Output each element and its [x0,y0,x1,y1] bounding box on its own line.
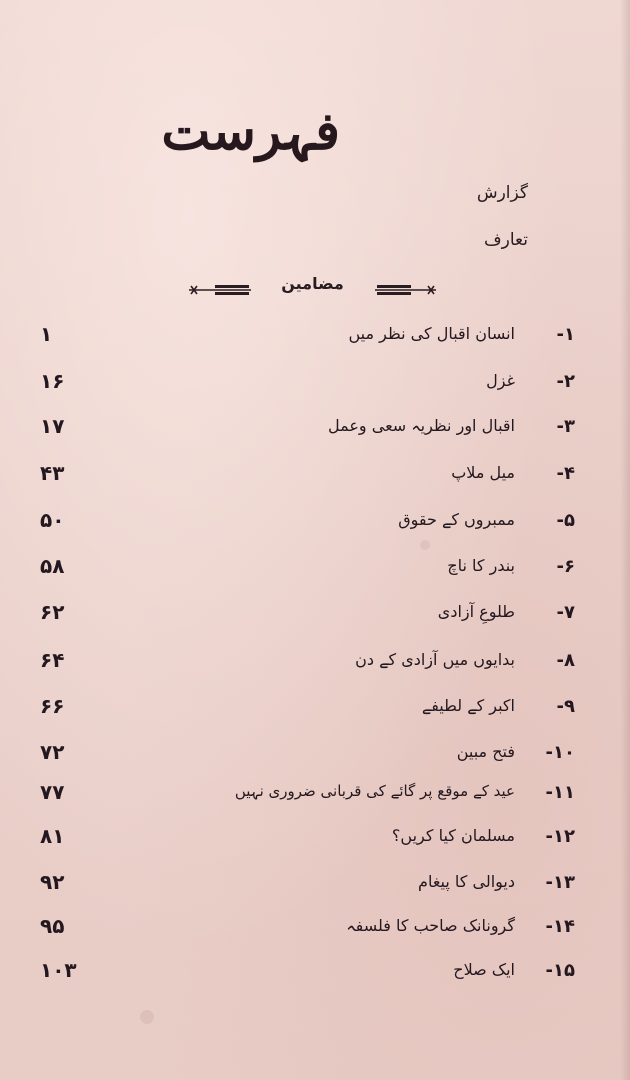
toc-row [40,820,575,856]
intro-item-guzarish: گزارش [476,183,528,203]
page-edge-shadow [620,0,630,1080]
toc-title: اقبال اور نظریہ سعی وعمل [328,416,515,435]
toc-page-number: ۴۳ [40,461,65,485]
toc-title: دیوالی کا پیغام [418,872,515,891]
toc-row [40,504,575,540]
toc-row [40,910,575,946]
toc-number: ۳- [556,416,575,437]
toc-row [40,866,575,902]
page-title: فہرست [161,101,340,162]
toc-number: ۱۵- [545,960,575,981]
toc-page-number: ۱۰۳ [40,958,77,982]
toc-row [40,457,575,493]
toc-row [40,736,575,772]
toc-page-number: ۵۰ [40,508,65,532]
toc-page-number: ۷۲ [40,740,65,764]
toc-number: ۸- [556,650,575,671]
toc-page-number: ۶۶ [40,694,65,718]
toc-page-number: ۸۱ [40,824,65,848]
toc-row [40,596,575,632]
toc-title: بدایوں میں آزادی کے دن [355,650,515,669]
toc-title: اکبر کے لطیفے [421,696,515,715]
toc-number: ۱۰- [545,742,575,763]
toc-row [40,318,575,354]
toc-title: بندر کا ناچ [447,556,515,575]
toc-page-number: ۶۴ [40,648,65,672]
toc-title: عید کے موقع پر گائے کی قربانی ضروری نہیں [234,782,515,800]
toc-page-number: ۵۸ [40,554,65,578]
toc-title: مسلمان کیا کریں؟ [391,826,515,845]
toc-page-number: ۶۲ [40,600,65,624]
toc-row [40,410,575,446]
section-heading-label: مضامین [281,274,344,293]
toc-row [40,550,575,586]
toc-title: گرونانک صاحب کا فلسفہ [346,916,515,935]
toc-number: ۶- [556,556,575,577]
paper-spot [420,540,430,550]
toc-row [40,365,575,401]
toc-number: ۱۲- [545,826,575,847]
toc-number: ۱۴- [545,916,575,937]
toc-number: ۹- [556,696,575,717]
toc-title: ممبروں کے حقوق [398,510,515,529]
toc-title: غزل [486,371,515,390]
toc-title: انسان اقبال کی نظر میں [348,324,515,343]
toc-row [40,644,575,680]
toc-number: ۵- [556,510,575,531]
toc-page-number: ۹۲ [40,870,65,894]
toc-row [40,954,575,990]
toc-page-number: ۱۶ [40,369,65,393]
toc-page-number: ۱ [40,322,53,346]
section-heading [185,270,440,306]
toc-number: ۱- [556,324,575,345]
toc-number: ۲- [556,371,575,392]
toc-page-number: ۱۷ [40,414,65,438]
toc-number: ۱۱- [545,782,575,803]
paper-spot [140,1010,154,1024]
toc-title: طلوعِ آزادی [437,602,515,621]
toc-number: ۱۳- [545,872,575,893]
toc-number: ۴- [556,463,575,484]
toc-title: فتح مبین [456,742,515,761]
toc-row [40,776,575,812]
toc-page-number: ۷۷ [40,780,65,804]
toc-row [40,690,575,726]
toc-title: ایک صلاح [453,960,515,979]
intro-item-taaruf: تعارف [484,230,528,250]
toc-number: ۷- [556,602,575,623]
toc-page-number: ۹۵ [40,914,65,938]
toc-title: میل ملاپ [451,463,515,482]
